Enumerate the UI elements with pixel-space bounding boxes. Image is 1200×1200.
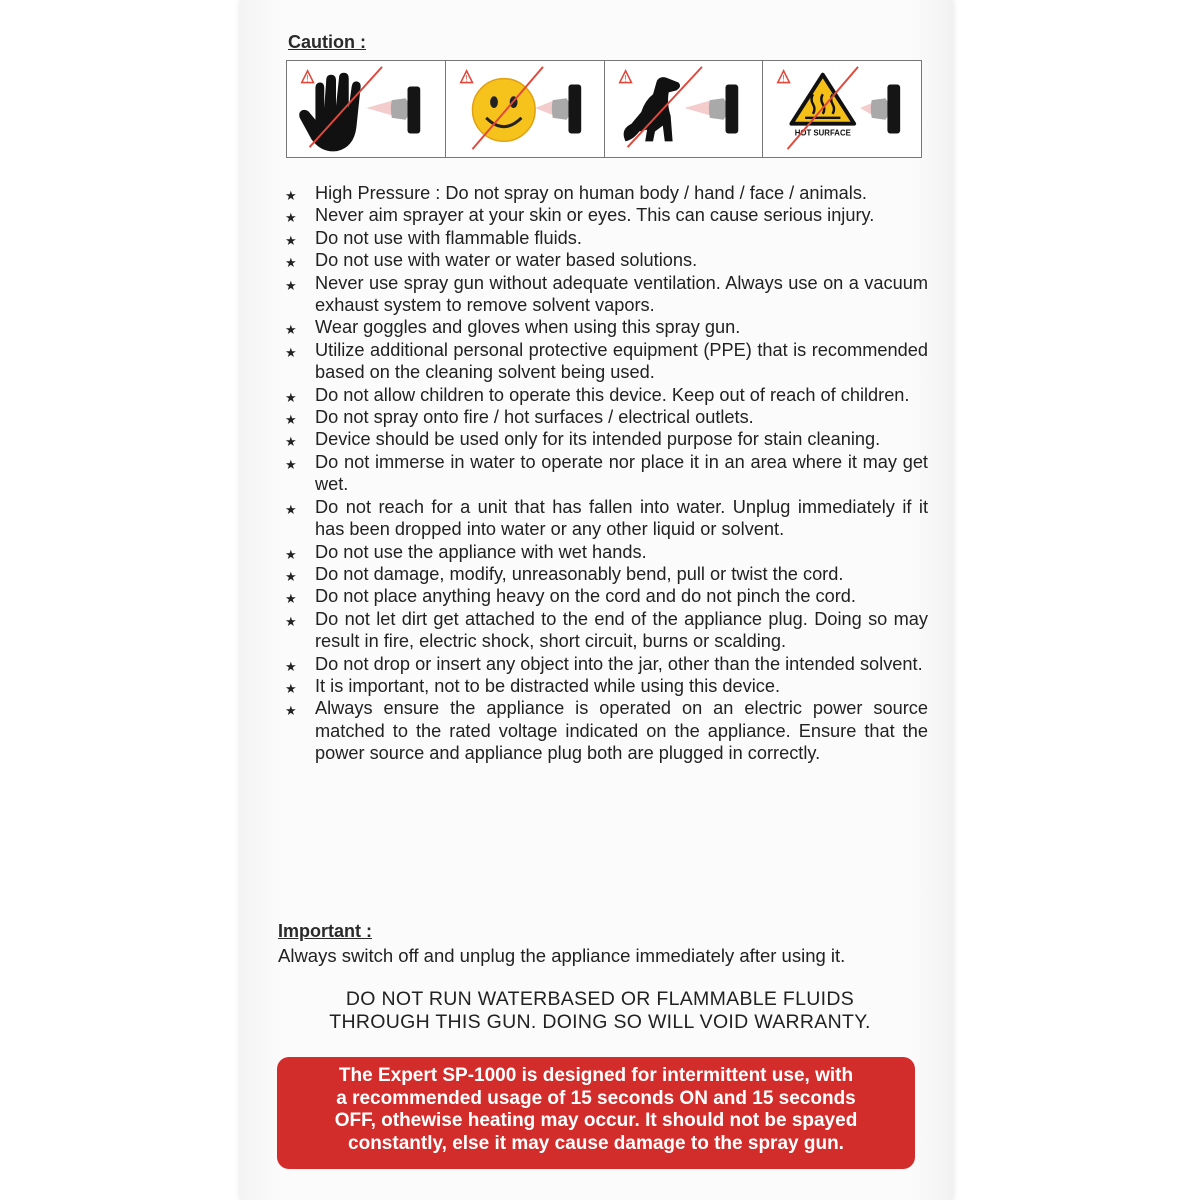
dog-icon — [605, 61, 763, 157]
important-title: Important : — [278, 921, 372, 941]
caution-title: Caution : — [288, 32, 366, 52]
no-hand-cell — [287, 61, 446, 157]
svg-text:!: ! — [782, 73, 786, 84]
list-item: ★ Do not spray onto fire / hot surfaces / electrical outlets. — [283, 406, 928, 428]
list-item: ★ Never use spray gun without adequate ventilation. Always use on a vacuum exhaust system to remove solvent vapors. — [283, 272, 928, 317]
warranty-warning — [260, 988, 940, 1034]
hot-surface-icon — [763, 61, 921, 157]
list-item: ★ Wear goggles and gloves when using this spray gun. — [283, 316, 928, 338]
no-animal-cell — [605, 61, 764, 157]
list-item: ★ Do not reach for a unit that has fallen into water. Unplug immediately if it has been dropped into water or any other liquid or solvent. — [283, 496, 928, 541]
warning-line: THROUGH THIS GUN. DOING SO WILL VOID WARRANTY. — [329, 1011, 871, 1033]
usage-notice — [277, 1057, 915, 1169]
notice-line: OFF, othewise heating may occur. It should not be spayed — [334, 1110, 858, 1132]
warning-line: DO NOT RUN WATERBASED OR FLAMMABLE FLUIDS — [345, 988, 855, 1010]
safety-list — [283, 182, 928, 765]
list-item: ★ Do not immerse in water to operate nor place it in an area where it may get wet. — [283, 451, 928, 496]
hand-icon — [287, 61, 445, 157]
notice-line: constantly, else it may cause damage to the spray gun. — [348, 1132, 844, 1154]
no-face-cell — [446, 61, 605, 157]
list-item: ★ Do not let dirt get attached to the end of the appliance plug. Doing so may result in fire, electric shock, short circuit, burns or scalding. — [283, 608, 928, 653]
list-item: ★ Utilize additional personal protective equipment (PPE) that is recommended based on the cleaning solvent being used. — [283, 339, 928, 384]
important-text: Always switch off and unplug the appliance immediately after using it. — [278, 945, 846, 966]
notice-line: The Expert SP-1000 is designed for intermittent use, with — [338, 1065, 854, 1086]
no-hot-surface-cell — [763, 61, 921, 157]
hot-surface-label: HOT SURFACE — [794, 128, 852, 138]
list-item: ★ Do not use with water or water based solutions. — [283, 249, 928, 271]
list-item: ★ Do not use with flammable fluids. — [283, 227, 928, 249]
svg-text:!: ! — [306, 73, 309, 84]
list-item: ★ Device should be used only for its intended purpose for stain cleaning. — [283, 428, 928, 450]
list-item: ★ Never aim sprayer at your skin or eyes. This can cause serious injury. — [283, 204, 928, 226]
svg-text:!: ! — [465, 73, 468, 84]
caution-icon-strip — [286, 60, 922, 158]
list-item: ★ Do not drop or insert any object into the jar, other than the intended solvent. — [283, 653, 928, 675]
list-item: ★ High Pressure : Do not spray on human body / hand / face / animals. — [283, 182, 928, 204]
list-item: ★ Always ensure the appliance is operated on an electric power source matched to the rated voltage indicated on the appliance. Ensure that the power source and appliance plug both are plugged in correctly. — [283, 697, 928, 764]
notice-line: a recommended usage of 15 seconds ON and 15 seconds — [336, 1087, 856, 1109]
face-icon — [446, 61, 604, 157]
list-item: ★ Do not place anything heavy on the cord and do not pinch the cord. — [283, 585, 928, 607]
list-item: ★ It is important, not to be distracted while using this device. — [283, 675, 928, 697]
list-item: ★ Do not use the appliance with wet hands. — [283, 541, 928, 563]
list-item: ★ Do not allow children to operate this device. Keep out of reach of children. — [283, 384, 928, 406]
svg-text:!: ! — [623, 73, 627, 84]
list-item: ★ Do not damage, modify, unreasonably bend, pull or twist the cord. — [283, 563, 928, 585]
